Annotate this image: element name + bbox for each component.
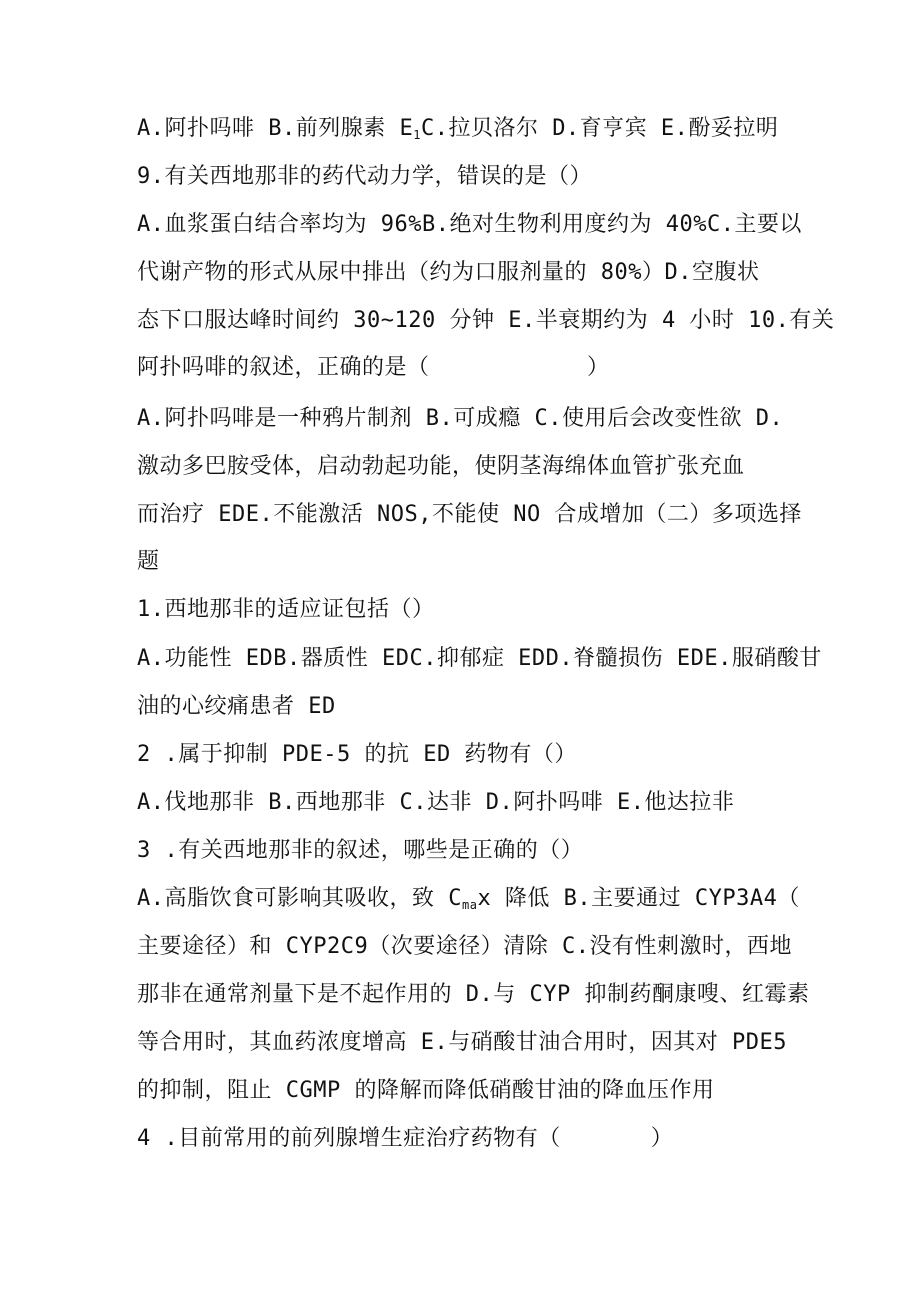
text-segment: x 降低 B.主要通过 CYP3A4（ (477, 886, 800, 911)
question-10-title: 阿扑吗啡的叙述，正确的是（ ） (137, 355, 610, 380)
text-line: A.血浆蛋白结合率均为 96%B.绝对生物利用度约为 40%C.主要以 (137, 212, 802, 237)
text-line: 那非在通常剂量下是不起作用的 D.与 CYP 抑制药酮康嗖、红霉素 (137, 982, 810, 1007)
subscript: 1 (413, 128, 421, 142)
text-line: 态下口服达峰时间约 30~120 分钟 E.半衰期约为 4 小时 10.有关 (137, 308, 835, 333)
text-line: 代谢产物的形式从尿中排出（约为口服剂量的 80%）D.空腹状 (137, 260, 760, 285)
text-line: 等合用时，其血药浓度增高 E.与硝酸甘油合用时，因其对 PDE5 (137, 1030, 787, 1055)
text-line: A.功能性 EDB.器质性 EDC.抑郁症 EDD.脊髓损伤 EDE.服硝酸甘 (137, 646, 822, 671)
text-line: 油的心绞痛患者 ED (137, 694, 336, 719)
text-line (137, 884, 800, 914)
text-line: A.阿扑吗啡是一种鸦片制剂 B.可成瘾 C.使用后会改变性欲 D. (137, 406, 784, 431)
text-line: A.伐地那非 B.西地那非 C.达非 D.阿扑吗啡 E.他达拉非 (137, 790, 735, 815)
text-line: 激动多巴胺受体，启动勃起功能，使阴茎海绵体血管扩张充血 (137, 454, 745, 479)
question-2-title: 2 .属于抑制 PDE-5 的抗 ED 药物有（） (137, 742, 577, 767)
text-line: 主要途径）和 CYP2C9（次要途径）清除 C.没有性刺激时，西地 (137, 934, 792, 959)
text-segment: A.阿扑吗啡 B.前列腺素 E (137, 116, 414, 141)
question-9-title: 9.有关西地那非的药代动力学，错误的是（） (137, 164, 592, 189)
text-line: 而治疗 EDE.不能激活 NOS,不能使 NO 合成增加（二）多项选择 (137, 502, 802, 527)
question-3-title: 3 .有关西地那非的叙述，哪些是正确的（） (137, 838, 584, 863)
text-segment: A.高脂饮食可影响其吸收，致 C (137, 886, 462, 911)
section-title: 题 (137, 549, 160, 574)
question-1-title: 1.西地那非的适应证包括（） (137, 597, 435, 622)
subscript: ma (461, 898, 478, 912)
text-line: 的抑制，阻止 CGMP 的降解而降低硝酸甘油的降血压作用 (137, 1078, 715, 1103)
question-4-title: 4 .目前常用的前列腺增生症治疗药物有（ ） (137, 1126, 674, 1151)
text-line (137, 114, 797, 144)
text-segment: C.拉贝洛尔 D.育亨宾 E.酚妥拉明 (420, 116, 779, 141)
